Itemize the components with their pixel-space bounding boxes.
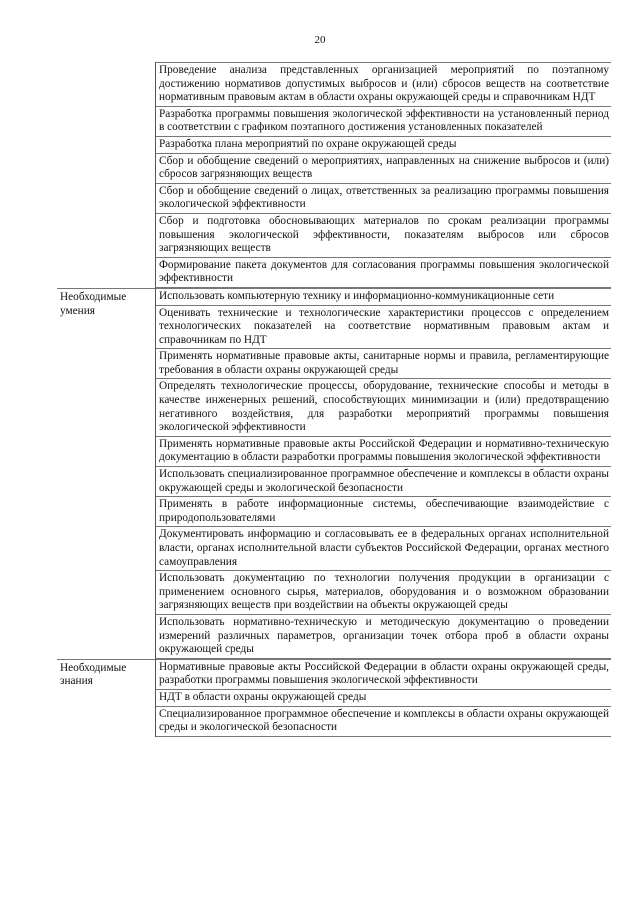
table-section-row — [57, 288, 611, 659]
section-label: Необходимые умения — [60, 290, 127, 317]
table-section-row — [57, 62, 611, 288]
section-label — [57, 62, 155, 64]
list-item: Использовать специализированное программное обеспечение и комплексы в области охраны окружающей среды и экологической безопасности — [156, 467, 611, 497]
list-item: Формирование пакета документов для согласования программы повышения экологической эффективности — [156, 258, 611, 288]
section-items-cell — [156, 659, 612, 736]
section-label: Необходимые знания — [60, 661, 127, 688]
list-item: Использовать компьютерную технику и информационно-коммуникационные сети — [156, 289, 611, 306]
table-section-row — [57, 659, 611, 736]
list-item: Проведение анализа представленных организацией мероприятий по поэтапному достижению нормативов допустимых выбросов и (или) сбросов веществ на соответствие нормативным правовым актам в области охраны окружающей среды и справочникам НДТ — [156, 62, 611, 107]
list-item: Оценивать технические и технологические характеристики процессов с определением технологических показателей на соответствие нормативным правовым актам и справочникам по НДТ — [156, 306, 611, 350]
list-item: Использовать нормативно-техническую и методическую документацию о проведении измерений различных параметров, организации точек отбора проб в области охраны окружающей среды — [156, 615, 611, 659]
list-item: Сбор и обобщение сведений о мероприятиях, направленных на снижение выбросов и (или) сбросов загрязняющих веществ — [156, 154, 611, 184]
list-item: Определять технологические процессы, оборудование, технические способы и методы в качестве инженерных решений, способствующих минимизации и (или) предотвращению негативного воздействия, для разработки мероприятий программы повышения экологической эффективности — [156, 379, 611, 436]
section-label-cell — [57, 288, 156, 659]
list-item: Нормативные правовые акты Российской Федерации в области охраны окружающей среды, разработки программы повышения экологической эффективности — [156, 660, 611, 690]
list-item: Специализированное программное обеспечение и комплексы в области охраны окружающей среды и экологической безопасности — [156, 707, 611, 737]
section-items-cell — [156, 288, 612, 659]
section-label-cell — [57, 62, 156, 288]
list-item: НДТ в области охраны окружающей среды — [156, 690, 611, 707]
list-item: Документировать информацию и согласовывать ее в федеральных органах исполнительной власти, органах исполнительной власти субъектов Российской Федерации, органах местного самоуправления — [156, 527, 611, 571]
list-item: Применять нормативные правовые акты Российской Федерации и нормативно-техническую документацию в области разработки программы повышения экологической эффективности — [156, 437, 611, 467]
section-label-cell — [57, 659, 156, 736]
section-items-cell — [156, 62, 612, 288]
list-item: Разработка плана мероприятий по охране окружающей среды — [156, 137, 611, 154]
list-item: Разработка программы повышения экологической эффективности на установленный период в соответствии с графиком поэтапного достижения установленных показателей — [156, 107, 611, 137]
list-item: Использовать документацию по технологии получения продукции в организации с применением основного сырья, материалов, оборудования и о возможном образовании загрязняющих веществ при воздействии на объекты окружающей среды — [156, 571, 611, 615]
table-body — [57, 62, 611, 737]
page-number: 20 — [314, 34, 326, 46]
list-item: Сбор и обобщение сведений о лицах, ответственных за реализацию программы повышения экологической эффективности — [156, 184, 611, 214]
list-item: Применять в работе информационные системы, обеспечивающие взаимодействие с природопользователями — [156, 497, 611, 527]
list-item: Применять нормативные правовые акты, санитарные нормы и правила, регламентирующие требования в области охраны окружающей среды — [156, 349, 611, 379]
list-item: Сбор и подготовка обосновывающих материалов по срокам реализации программы повышения экологической эффективности, показателям выбросов или сбросов загрязняющих веществ — [156, 214, 611, 258]
requirements-table — [57, 62, 611, 737]
